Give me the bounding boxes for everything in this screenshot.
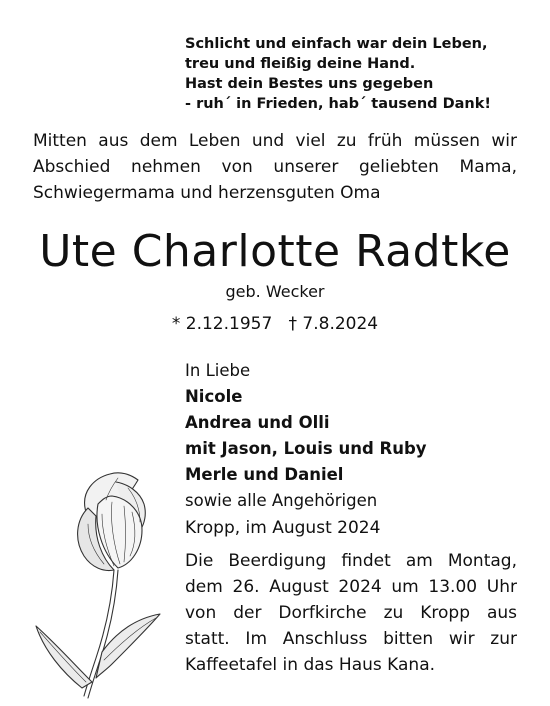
funeral-line: Kaffeetafel in das Haus Kana. [185, 655, 436, 675]
funeral-info [185, 548, 517, 678]
intro-line: Mitten aus dem Leben und viel zu früh müssen wir [33, 131, 517, 151]
birth-date: * 2.12.1957 [171, 314, 273, 334]
birth-name: geb. Wecker [225, 282, 325, 301]
intro-line: Schwiegermama und herzensguten Oma [33, 183, 381, 203]
funeral-line: Die Beerdigung findet am Montag, [185, 551, 517, 571]
family-member: Nicole [185, 387, 243, 406]
poem-line: - ruh´ in Frieden, hab´ tausend Dank! [185, 96, 491, 112]
intro-line: Abschied nehmen von unserer geliebten Mama, [33, 157, 517, 177]
life-dates [0, 314, 550, 334]
family-member: Merle und Daniel [185, 465, 344, 484]
family-intro: In Liebe [185, 361, 251, 380]
death-date: † 7.8.2024 [288, 314, 379, 334]
family-member: mit Jason, Louis und Ruby [185, 439, 427, 458]
intro-text [33, 128, 517, 206]
tulip-icon [28, 468, 178, 704]
funeral-line: dem 26. August 2024 um 13.00 Uhr [185, 577, 517, 597]
poem-line: Schlicht und einfach war dein Leben, [185, 36, 488, 52]
poem-line: treu und fleißig deine Hand. [185, 56, 416, 72]
funeral-line: von der Dorfkirche zu Kropp aus [185, 603, 517, 623]
family-member: Andrea und Olli [185, 413, 330, 432]
family-closing: sowie alle Angehörigen [185, 491, 378, 510]
place-date: Kropp, im August 2024 [185, 518, 381, 538]
poem-line: Hast dein Bestes uns gegeben [185, 76, 434, 92]
poem [185, 34, 491, 114]
deceased-name: Ute Charlotte Radtke [39, 226, 511, 277]
family-signature [185, 358, 427, 514]
funeral-line: statt. Im Anschluss bitten wir zur [185, 629, 517, 649]
